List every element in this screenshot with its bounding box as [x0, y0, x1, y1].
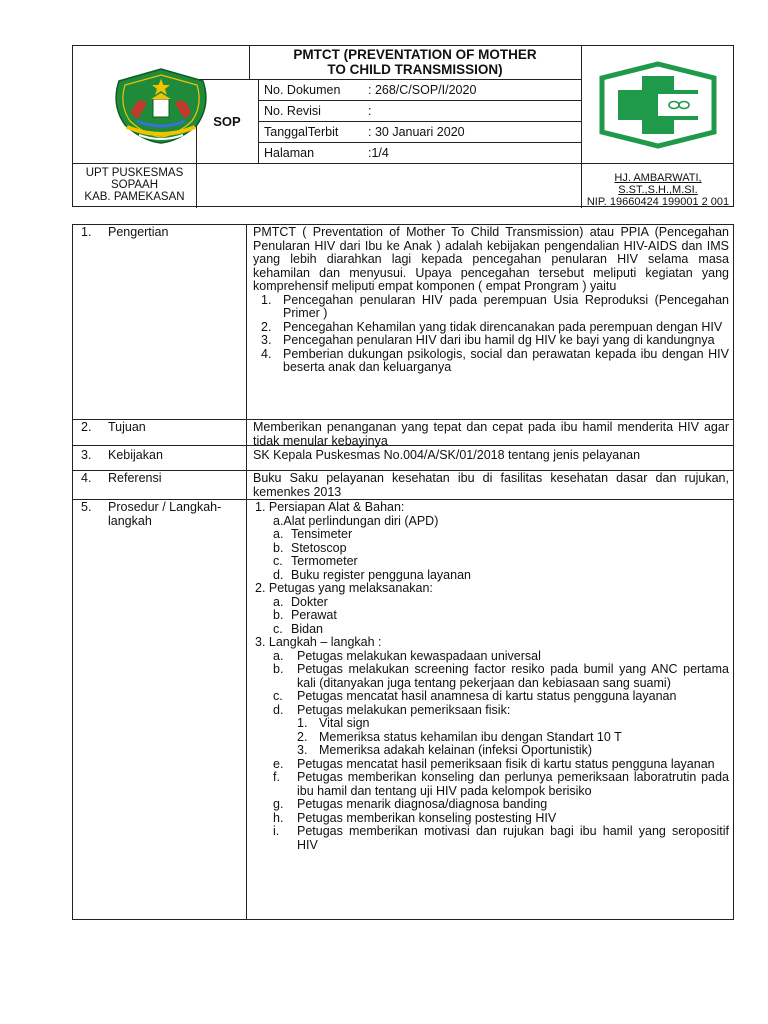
- revision-value: :: [368, 103, 372, 118]
- org-line-1: UPT PUSKESMAS: [85, 167, 184, 179]
- date-value: : 30 Januari 2020: [368, 124, 465, 139]
- doc-number-value: : 268/C/SOP/I/2020: [368, 82, 477, 97]
- green-cross-icon: [596, 60, 720, 150]
- section-label: Referensi: [108, 471, 162, 485]
- section-content: Buku Saku pelayanan kesehatan ibu di fasilitas kesehatan dasar dan rujukan, kemenkes 2013: [253, 471, 729, 499]
- section-content: [253, 225, 729, 375]
- organization-name: [73, 163, 196, 208]
- signer-nip: NIP. 19660424 199001 2 001: [586, 196, 730, 208]
- row-tujuan: [73, 420, 733, 446]
- list-item: 2. Memeriksa status kehamilan ibu dengan Standart 10 T: [297, 729, 622, 744]
- list-item: b. Perawat: [273, 608, 337, 622]
- section-label: Kebijakan: [108, 448, 163, 462]
- section-content: [253, 500, 729, 852]
- signatory: [581, 163, 735, 208]
- document-title: [249, 46, 581, 79]
- list-item: e. Petugas mencatat hasil pemeriksaan fisik di kartu status pengguna layanan: [273, 756, 715, 771]
- step-3-heading: 3. Langkah – langkah :: [255, 635, 382, 649]
- list-item: f. Petugas memberikan konseling dan perlunya pemeriksaan laboratrutin pada ibu hamil dan tentang uji HIV pada kelompok berisiko: [273, 770, 729, 798]
- row-pengertian: [73, 225, 733, 420]
- page-row: [258, 142, 581, 163]
- org-line-2: SOPAAH: [110, 179, 159, 191]
- page-label: Halaman: [264, 145, 315, 160]
- step-2-heading: 2. Petugas yang melaksanakan:: [255, 581, 433, 595]
- puskesmas-logo: [581, 46, 735, 163]
- revision-label: No. Revisi: [264, 103, 321, 118]
- org-line-3: KAB. PAMEKASAN: [84, 191, 185, 203]
- list-item: c. Petugas mencatat hasil anamnesa di kartu status pengguna layanan: [273, 689, 677, 703]
- row-prosedur: [73, 500, 733, 920]
- pengertian-intro: PMTCT ( Preventation of Mother To Child Transmission) atau PPIA (Pencegahan Penularan HIV dari Ibu ke Anak ) adalah kebijakan pengendalian HIV-AIDS dan IMS yang lebih diarahkan lagi kepada pencegahan penularan HIV selama masa kehamilan dan menyusui. Upaya pencegahan tersebut meliputi kegiatan yang komprehensif meliputi empat komponen ( empat Prongram ) yaitu: [253, 225, 729, 293]
- list-item: b. Petugas melakukan screening factor resiko pada bumil yang ANC pertama kali (ditanyakan juga tentang pekerjaan dan kebiasaan sang suami): [273, 662, 729, 690]
- list-item: i. Petugas memberikan motivasi dan rujukan bagi ibu hamil yang seropositif HIV: [273, 824, 729, 852]
- section-content: Memberikan penanganan yang tepat dan cepat pada ibu hamil menderita HIV agar tidak menular kebayinya: [253, 420, 729, 448]
- sop-content-table: [72, 224, 734, 920]
- list-item: 4. Pemberian dukungan psikologis, social dan perawatan kepada ibu dengan HIV beserta anak dan keluarganya: [261, 346, 729, 374]
- doc-number-label: No. Dokumen: [264, 82, 341, 97]
- list-item: b. Stetoscop: [273, 540, 347, 555]
- doc-number-row: [258, 79, 581, 100]
- section-label: Prosedur / Langkah-langkah: [108, 500, 222, 528]
- list-item: 3. Pencegahan penularan HIV dari ibu hamil dg HIV ke bayi yang di kandungnya: [261, 333, 715, 347]
- row-kebijakan: [73, 446, 733, 471]
- list-item: d. Buku register pengguna layanan: [273, 567, 471, 582]
- list-item: d. Petugas melakukan pemeriksaan fisik:: [273, 702, 511, 717]
- section-number: 5.: [81, 500, 92, 514]
- list-item: c. Bidan: [273, 621, 323, 636]
- title-line-2: TO CHILD TRANSMISSION): [327, 62, 503, 77]
- list-item: 1. Pencegahan penularan HIV pada perempuan Usia Reproduksi (Pencegahan Primer ): [261, 292, 729, 320]
- revision-row: [258, 100, 581, 121]
- section-number: 3.: [81, 448, 92, 462]
- section-label: Tujuan: [108, 420, 146, 434]
- list-item: 2. Pencegahan Kehamilan yang tidak direncanakan pada perempuan dengan HIV: [261, 319, 723, 334]
- date-row: [258, 121, 581, 142]
- step-1-heading: 1. Persiapan Alat & Bahan:: [255, 500, 405, 514]
- title-line-1: PMTCT (PREVENTATION OF MOTHER: [293, 47, 537, 62]
- signer-name: HJ. AMBARWATI, S.ST.,S.H.,M.SI.: [614, 172, 702, 196]
- section-number: 1.: [81, 225, 92, 239]
- document-header: [72, 45, 734, 207]
- sop-label: SOP: [213, 113, 241, 129]
- list-item: 3. Memeriksa adakah kelainan (infeksi Oportunistik): [297, 743, 593, 757]
- row-referensi: [73, 471, 733, 500]
- list-item: g. Petugas menarik diagnosa/diagnosa banding: [273, 797, 548, 811]
- list-item: c. Termometer: [273, 554, 358, 568]
- section-content: SK Kepala Puskesmas No.004/A/SK/01/2018 tentang jenis pelayanan: [253, 448, 641, 462]
- section-number: 4.: [81, 471, 92, 485]
- list-item: a. Petugas melakukan kewaspadaan universal: [273, 648, 541, 663]
- section-number: 2.: [81, 420, 92, 434]
- list-item: h. Petugas memberikan konseling postesting HIV: [273, 810, 557, 825]
- list-item: 1. Vital sign: [297, 716, 370, 730]
- step-1a-heading: a.Alat perlindungan diri (APD): [273, 513, 439, 528]
- list-item: a. Tensimeter: [273, 527, 353, 541]
- list-item: a. Dokter: [273, 594, 328, 609]
- page-value: :1/4: [368, 145, 389, 160]
- date-label: TanggalTerbit: [264, 124, 339, 139]
- section-label: Pengertian: [108, 225, 169, 239]
